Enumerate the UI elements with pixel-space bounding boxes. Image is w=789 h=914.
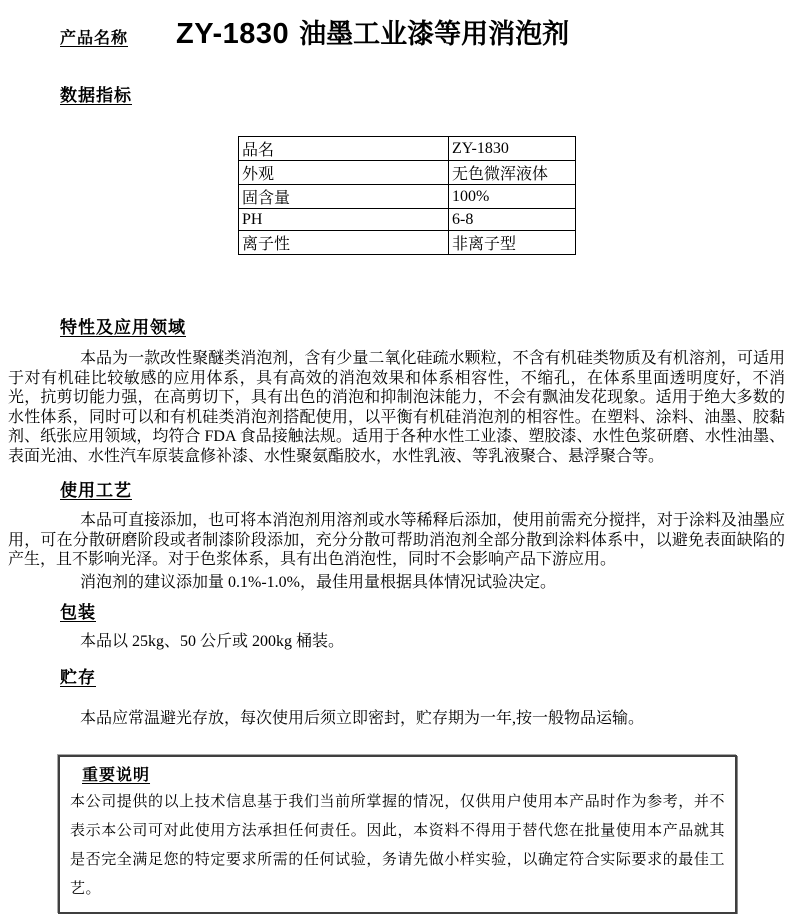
spec-label-cell: 固含量: [239, 185, 449, 209]
packaging-line: 本品以 25kg、50 公斤或 200kg 桶装。: [80, 633, 345, 650]
product-header: [60, 12, 789, 51]
dosage-line: 消泡剂的建议添加量 0.1%-1.0%，最佳用量根据具体情况试验决定。: [80, 573, 556, 591]
notice-title: 重要说明: [82, 767, 151, 784]
spec-value-cell: 非离子型: [449, 231, 576, 255]
features-paragraph: 本品为一款改性聚醚类消泡剂，含有少量二氧化硅疏水颗粒，不含有机硅类物质及有机溶剂，可适用于对有机硅比较敏感的应用体系，具有高效的消泡效果和体系相容性，不缩孔，在体系里面透明度好，不消光，抗剪切能力强，在高剪切下，具有出色的消泡和抑制泡沫能力，不会有飘油发花现象。适用于绝大多数的水性体系，同时可以和有机硅类消泡剂搭配使用，以平衡有机硅消泡剂的相容性。在塑料、涂料、油墨、胶黏剂、纸张应用领域，均符合 FDA 食品接触法规。适用于各种水性工业漆、塑胶漆、水性色浆研磨、水性油墨、表面光油、水性汽车原装盒修补漆、水性聚氨酯胶水，水性乳液、等乳液聚合、悬浮聚合等。: [8, 350, 785, 465]
section-heading-specs: 数据指标: [60, 86, 132, 105]
spec-row: [239, 137, 576, 161]
product-code: ZY-1830: [176, 18, 290, 50]
spec-row: [239, 161, 576, 185]
product-name-label: 产品名称: [60, 30, 129, 47]
spec-value-cell: ZY-1830: [449, 137, 576, 161]
section-heading-usage: 使用工艺: [60, 481, 132, 500]
spec-label-cell: 品名: [239, 137, 449, 161]
important-notice-box: [58, 755, 737, 914]
product-title-text: 油墨工业漆等用消泡剂: [299, 19, 570, 49]
section-heading-packaging: 包装: [60, 603, 96, 622]
storage-line: 本品应常温避光存放，每次使用后须立即密封，贮存期为一年,按一般物品运输。: [80, 709, 645, 727]
spec-row: [239, 231, 576, 255]
spec-label-cell: PH: [239, 209, 449, 231]
product-title: [176, 12, 569, 51]
spec-value-cell: 6-8: [449, 209, 576, 231]
spec-row: [239, 209, 576, 231]
spec-table: [238, 136, 576, 255]
spec-row: [239, 185, 576, 209]
notice-text: 本公司提供的以上技术信息基于我们当前所掌握的情况，仅供用户使用本产品时作为参考，并不表示本公司可对此使用方法承担任何责任。因此，本资料不得用于替代您在批量使用本产品就其是否完全满足您的特定要求所需的任何试验，务请先做小样实验，以确定符合实际要求的最佳工艺。: [70, 794, 725, 897]
spec-value-cell: 100%: [449, 185, 576, 209]
spec-label-cell: 外观: [239, 161, 449, 185]
usage-paragraph: 本品可直接添加，也可将本消泡剂用溶剂或水等稀释后添加，使用前需充分搅拌，对于涂料及油墨应用，可在分散研磨阶段或者制漆阶段添加，充分分散可帮助消泡剂全部分散到涂料体系中，以避免表面缺陷的产生，且不影响光泽。对于色浆体系，具有出色消泡性，同时不会影响产品下游应用。: [8, 512, 785, 568]
spec-label-cell: 离子性: [239, 231, 449, 255]
section-heading-storage: 贮存: [60, 667, 96, 687]
spec-value-cell: 无色微浑液体: [449, 161, 576, 185]
section-heading-features: 特性及应用领域: [60, 318, 186, 337]
